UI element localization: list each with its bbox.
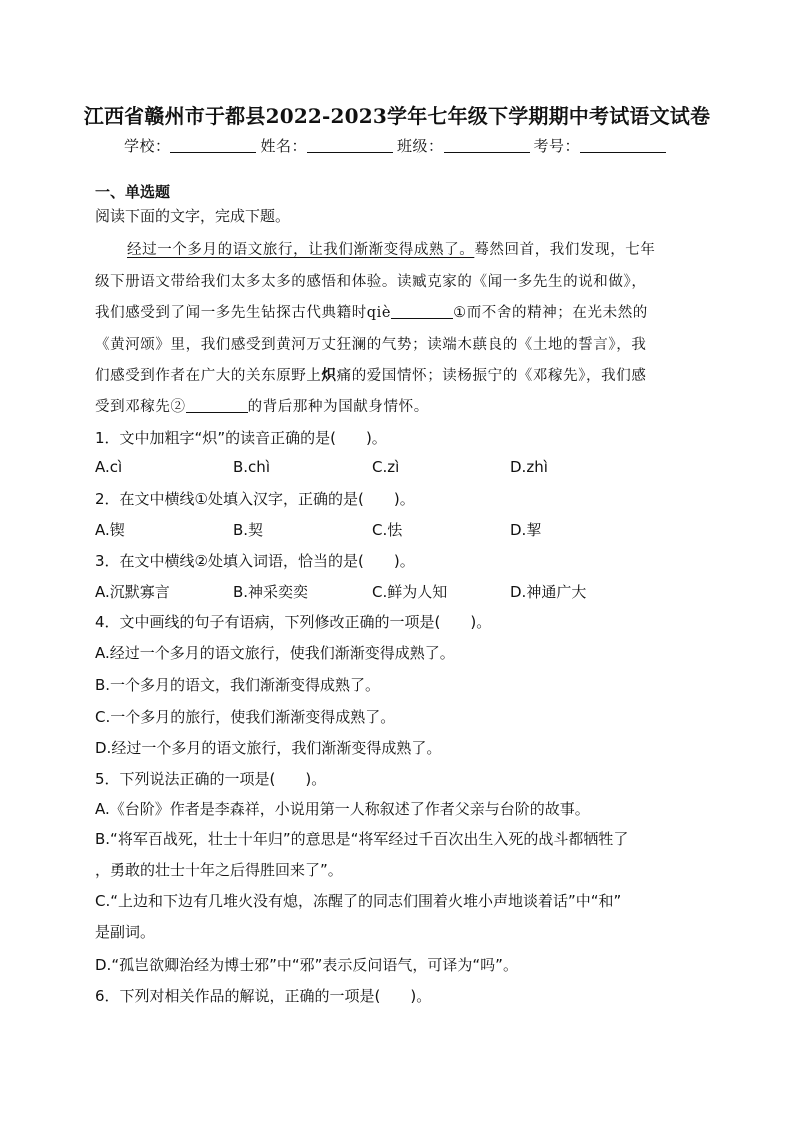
student-info-row	[0, 135, 794, 156]
blank-1	[391, 304, 453, 319]
number-blank[interactable]	[580, 138, 666, 153]
q3-option-d[interactable]: D.神通广大	[510, 583, 587, 601]
q4-option-d[interactable]: D.经过一个多月的语文旅行，我们渐渐变得成熟了。	[95, 739, 442, 757]
school-label: 学校：	[123, 137, 171, 155]
q5-option-b-line2[interactable]: ，勇敢的壮士十年之后得胜回来了”。	[95, 861, 343, 879]
passage-line-1: 经过一个多月的语文旅行，让我们渐渐变得成熟了。蓦然回首，我们发现，七年	[127, 242, 656, 258]
name-label: 姓名：	[260, 137, 307, 155]
q4-option-c[interactable]: C.一个多月的旅行，使我们渐渐变得成熟了。	[95, 708, 396, 726]
passage-line-6: 受到邓稼先② 的背后那种为国献身情怀。	[95, 399, 429, 415]
q2-option-c[interactable]: C.怯	[372, 521, 403, 539]
question-4: 4．文中画线的句子有语病，下列修改正确的一项是( )。	[95, 613, 492, 631]
passage-line-4: 《黄河颂》里，我们感受到黄河万丈狂澜的气势；读端木蕻良的《土地的誓言》，我	[95, 337, 647, 353]
blank-2	[186, 398, 248, 413]
q3-option-a[interactable]: A.沉默寡言	[95, 583, 170, 601]
q3-option-c[interactable]: C.鲜为人知	[372, 583, 448, 601]
question-6: 6．下列对相关作品的解说，正确的一项是( )。	[95, 987, 432, 1005]
name-blank[interactable]	[307, 138, 393, 153]
q5-option-c-line1[interactable]: C.“上边和下边有几堆火没有熄，冻醒了的同志们围着火堆小声地谈着话”中“和”	[95, 892, 622, 910]
q1-option-b[interactable]: B.chì	[233, 458, 270, 476]
q2-option-a[interactable]: A.锲	[95, 521, 125, 539]
q5-option-b-line1[interactable]: B.“将军百战死，壮士十年归”的意思是“将军经过千百次出生入死的战斗都牺牲了	[95, 830, 629, 848]
passage-line-2: 级下册语文带给我们太多太多的感悟和体验。读臧克家的《闻一多先生的说和做》，	[95, 274, 647, 290]
page-title: 江西省赣州市于都县2022-2023学年七年级下学期期中考试语文试卷	[83, 104, 711, 128]
q4-option-a[interactable]: A.经过一个多月的语文旅行，使我们渐渐变得成熟了。	[95, 644, 455, 662]
q5-option-a[interactable]: A.《台阶》作者是李森祥，小说用第一人称叙述了作者父亲与台阶的故事。	[95, 800, 590, 818]
q4-option-b[interactable]: B.一个多月的语文，我们渐渐变得成熟了。	[95, 676, 381, 694]
q2-option-d[interactable]: D.挈	[510, 521, 542, 539]
bold-char: 炽	[321, 367, 337, 384]
question-3: 3．在文中横线②处填入词语，恰当的是( )。	[95, 552, 415, 570]
q2-option-b[interactable]: B.契	[233, 521, 264, 539]
q1-option-a[interactable]: A.cì	[95, 458, 123, 476]
q1-option-d[interactable]: D.zhì	[510, 458, 548, 476]
instruction: 阅读下面的文字，完成下题。	[95, 207, 291, 225]
q3-option-b[interactable]: B.神采奕奕	[233, 583, 309, 601]
q1-option-c[interactable]: C.zì	[372, 458, 400, 476]
passage-line-3: 我们感受到了闻一多先生钻探古代典籍时qiè ①而不舍的精神；在光未然的	[95, 305, 648, 321]
q5-option-c-line2[interactable]: 是副词。	[95, 923, 156, 941]
underlined-sentence: 经过一个多月的语文旅行，让我们渐渐变得成熟了。	[127, 242, 475, 258]
section-heading: 一、单选题	[95, 183, 171, 201]
class-blank[interactable]	[444, 138, 530, 153]
passage-line-5: 们感受到作者在广大的关东原野上炽痛的爱国情怀；读杨振宁的《邓稼先》，我们感	[95, 367, 647, 384]
question-1: 1．文中加粗字“炽”的读音正确的是( )。	[95, 429, 387, 447]
question-2: 2．在文中横线①处填入汉字，正确的是( )。	[95, 490, 415, 508]
question-5: 5．下列说法正确的一项是( )。	[95, 770, 327, 788]
number-label: 考号：	[533, 137, 581, 155]
class-label: 班级：	[397, 137, 444, 155]
q5-option-d[interactable]: D.“孤岂欲卿治经为博士邪”中“邪”表示反问语气，可译为“吗”。	[95, 956, 518, 974]
school-blank[interactable]	[170, 138, 256, 153]
